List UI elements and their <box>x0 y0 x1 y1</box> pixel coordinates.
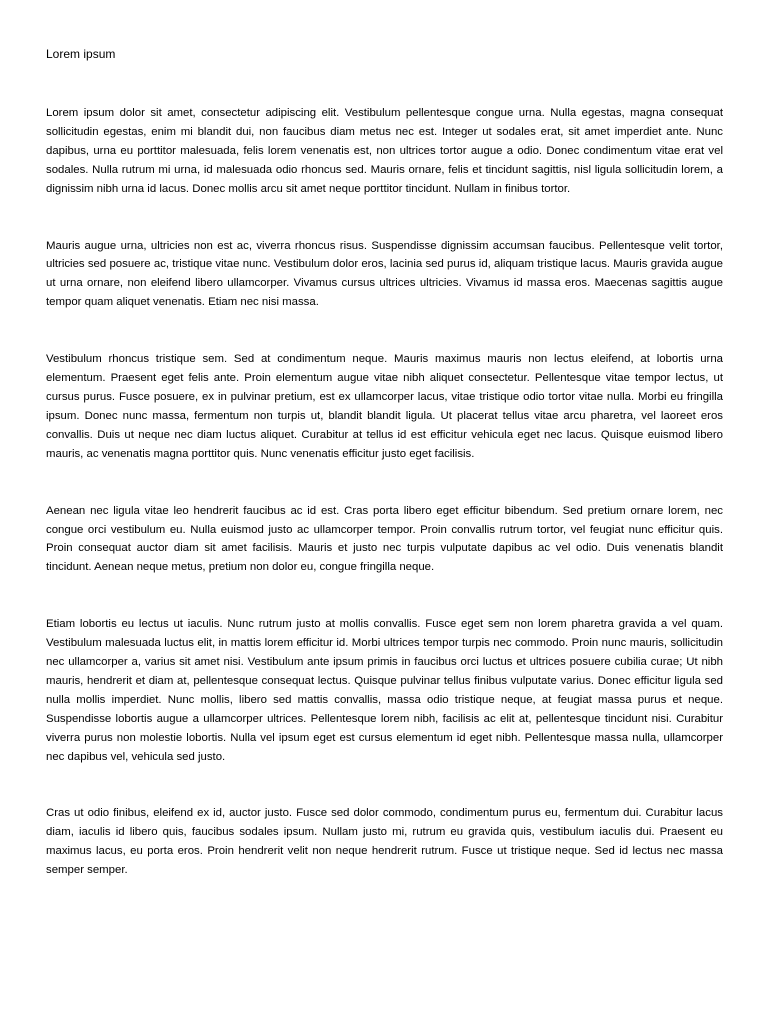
paragraph-6: Cras ut odio finibus, eleifend ex id, auctor justo. Fusce sed dolor commodo, condimentum purus eu, fermentum dui. Curabitur lacus diam, iaculis id libero quis, faucibus sodales ipsum. Nullam justo mi, rutrum eu gravida quis, vestibulum iaculis dui. Praesent eu maximus lacus, eu porta eros. Proin hendrerit velit non neque hendrerit rutrum. Fusce ut tristique neque. Sed id lectus nec massa semper semper. <box>46 807 723 877</box>
paragraph-2: Mauris augue urna, ultricies non est ac, viverra rhoncus risus. Suspendisse dignissim accumsan faucibus. Pellentesque velit tortor, ultricies sed posuere ac, tristique vitae nunc. Vestibulum dolor eros, lacinia sed purus id, aliquam tristique lacus. Mauris gravida augue ut urna ornare, non eleifend libero ullamcorper. Vivamus cursus ultrices ultricies. Vivamus id massa eros. Maecenas sagittis augue tempor quam aliquet venenatis. Etiam nec nisi massa. <box>46 239 723 309</box>
paragraph-3: Vestibulum rhoncus tristique sem. Sed at condimentum neque. Mauris maximus mauris non lectus eleifend, at lobortis urna elementum. Praesent eget felis ante. Proin elementum augue vitae nibh aliquet consectetur. Pellentesque vitae tempor lectus, ut cursus purus. Fusce posuere, ex in pulvinar pretium, est ex ullamcorper lacus, vitae tristique odio tortor vitae nulla. Morbi eu fringilla ipsum. Donec nunc massa, fermentum non turpis ut, blandit blandit ligula. Ut placerat tellus vitae arcu pharetra, vel laoreet eros convallis. Duis ut neque nec diam luctus aliquet. Curabitur at tellus id est efficitur vehicula eget nec lacus. Quisque euismod libero mauris, ac venenatis magna porttitor quis. Nunc venenatis efficitur justo eget facilisis. <box>46 353 723 460</box>
document-title: Lorem ipsum <box>46 47 116 61</box>
paragraph-5: Etiam lobortis eu lectus ut iaculis. Nunc rutrum justo at mollis convallis. Fusce eget sem non lorem pharetra gravida a vel quam. Vestibulum malesuada luctus elit, in mattis lorem efficitur id. Morbi ultrices tempor turpis nec commodo. Proin nunc mauris, sollicitudin nec ullamcorper a, varius sit amet nisi. Vestibulum ante ipsum primis in faucibus orci luctus et ultrices posuere cubilia curae; Ut nibh mauris, hendrerit et diam at, pellentesque consequat lectus. Quisque pulvinar tellus finibus vulputate varius. Donec efficitur ligula sed nulla mollis imperdiet. Nunc mollis, libero sed mattis convallis, massa odio tristique neque, at feugiat massa purus et neque. Suspendisse lobortis augue a ullamcorper ultrices. Pellentesque lorem nibh, facilisis ac elit at, pellentesque tincidunt nisi. Curabitur viverra purus non molestie lobortis. Nulla vel ipsum eget est cursus elementum id eget nibh. Pellentesque massa nulla, ullamcorper nec dapibus vel, vehicula sed justo. <box>46 618 723 763</box>
document-page <box>46 45 723 918</box>
paragraph-4: Aenean nec ligula vitae leo hendrerit faucibus ac id est. Cras porta libero eget efficitur bibendum. Sed pretium ornare lorem, nec congue orci vestibulum eu. Nulla euismod justo ac ullamcorper tempor. Proin convallis rutrum tortor, vel feugiat nunc efficitur quis. Proin consequat auctor diam sit amet facilisis. Mauris et justo nec turpis vulputate dapibus ac vel odio. Duis venenatis blandit tincidunt. Aenean neque metus, pretium non dolor eu, congue fringilla neque. <box>46 504 723 574</box>
paragraph-1: Lorem ipsum dolor sit amet, consectetur adipiscing elit. Vestibulum pellentesque congue urna. Nulla egestas, magna consequat sollicitudin egestas, enim mi blandit dui, non faucibus diam metus nec est. Integer ut sodales erat, sit amet imperdiet ante. Nunc dapibus, urna eu porttitor malesuada, felis lorem venenatis est, non ultrices tortor augue a odio. Donec condimentum vitae erat vel sodales. Nulla rutrum mi urna, id malesuada odio rhoncus sed. Mauris ornare, felis et tincidunt sagittis, nisl ligula sollicitudin lorem, a dignissim nibh urna id lacus. Donec mollis arcu sit amet neque porttitor tincidunt. Nullam in finibus tortor. <box>46 107 723 195</box>
